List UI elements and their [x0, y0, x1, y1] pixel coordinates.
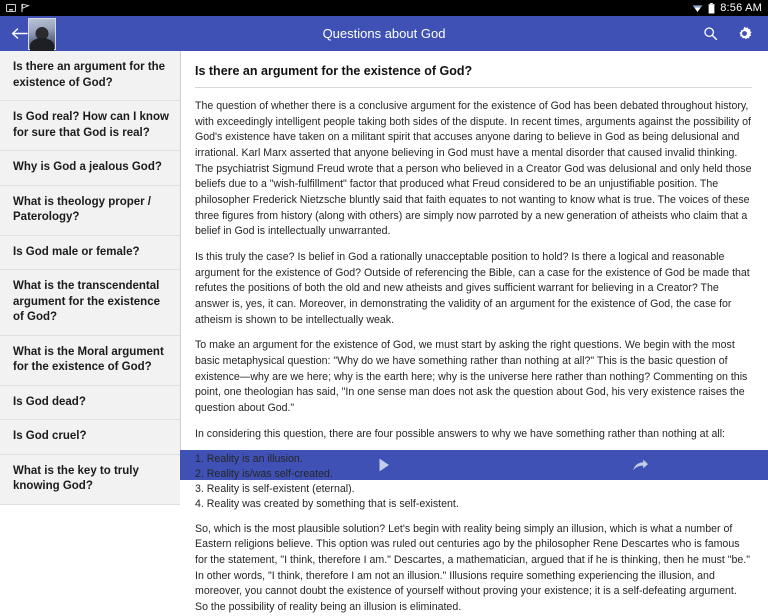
sidebar-item-1[interactable] [0, 101, 180, 151]
flag-icon [21, 3, 30, 13]
sidebar-item-label: Is God real? How can I know for sure that God is real? [13, 111, 169, 139]
sidebar-item-label: Is God male or female? [13, 245, 140, 258]
sidebar-item-label: Is God dead? [13, 395, 86, 408]
sidebar-item-label: What is the transcendental argument for the existence of God? [13, 280, 160, 324]
app-bar [0, 16, 768, 51]
sidebar-item-label: What is the Moral argument for the existence of God? [13, 345, 164, 374]
screenshot-icon [6, 3, 16, 13]
sidebar-item-label: Why is God a jealous God? [13, 161, 162, 174]
list-item: 4. Reality was created by something that is self-existent. [195, 497, 459, 510]
article-closing-paragraph: So, which is the most plausible solution? Let's begin with reality being simply an illusion, which is what a number of Eastern religions believe. This option was ruled out centuries ago by the philosopher Rene Descartes who is famous for the statement, "I think, therefore I am." Descartes, a mathematician, argued that if he is thinking, then he must "be." In other words, "I think, therefore I am not an illusion." Illusions require something experiencing the illusion, and moreover, you cannot doubt the existence of yourself without proving your existence; it is a self-defeating argument. So the possibility of reality being an illusion is eliminated. [195, 522, 751, 614]
page-title: Questions about God [322, 26, 446, 41]
article-paragraph-0: The question of whether there is a conclusive argument for the existence of God has been debated throughout history, with exceedingly intelligent people taking both sides of the dispute. In recent times, arguments against the possibility of God's existence have taken on a militant spirit that accuses anyone daring to believe in God as being delusional and irrational. Karl Marx asserted that anyone believing in God must have a mental disorder that caused invalid thinking. The psychiatrist Sigmund Freud wrote that a person who believed in a Creator God was delusional and only held those beliefs due to a "wish-fulfillment" factor that produced what Freud considered to be an unjustifiable position. The philosopher Frederick Nietzsche bluntly said that faith equates to not wanting to know what is true. The voices of these three figures from history (along with others) are simply now parroted by a new generation of atheists who claim that a belief in God is intellectually unwarranted. [195, 100, 752, 238]
sidebar-item-7[interactable] [0, 386, 180, 421]
wifi-icon [692, 3, 703, 13]
article-paragraph-1: Is this truly the case? Is belief in God a rationally unacceptable position to hold? Is there a logical and reasonable argument for the existence of God? Outside of referencing the Bible, can a case for the existence of God be made that refutes the positions of both the old and new atheists and gives sufficient warrant for believing in a Creator? The answer is, yes, it can. Moreover, in demonstrating the validity of an argument for the existence of God, the case for atheism is shown to be intellectually weak. [195, 251, 750, 326]
gear-icon[interactable] [734, 24, 754, 44]
status-bar-left-icons [6, 3, 30, 13]
status-bar [0, 0, 768, 16]
sidebar-item-label: Is there an argument for the existence of God? [13, 61, 166, 89]
sidebar-item-label: Is God cruel? [13, 430, 87, 443]
article-numbered-list [195, 452, 752, 511]
main-content [0, 51, 768, 614]
sidebar-item-6[interactable] [0, 336, 180, 386]
sidebar-item-4[interactable] [0, 236, 180, 271]
list-item: 1. Reality is an illusion. [195, 453, 303, 466]
article-body[interactable] [181, 51, 768, 614]
sidebar-item-9[interactable] [0, 455, 180, 505]
sidebar-item-label: What is theology proper / Paterology? [13, 195, 152, 224]
search-icon[interactable] [700, 24, 720, 44]
title-divider [195, 87, 752, 88]
sidebar-item-3[interactable] [0, 186, 180, 236]
back-arrow-icon[interactable] [8, 23, 30, 45]
sidebar-item-2[interactable] [0, 151, 180, 186]
list-item: 2. Reality is/was self-created. [195, 468, 333, 481]
sidebar-item-5[interactable] [0, 270, 180, 336]
article-title: Is there an argument for the existence of God? [195, 64, 473, 78]
status-bar-clock: 8:56 AM [720, 2, 762, 14]
sidebar-item-0[interactable] [0, 51, 180, 101]
battery-icon [708, 3, 715, 14]
article-list-sidebar[interactable] [0, 51, 181, 493]
article-paragraph-2: To make an argument for the existence of God, we must start by asking the right questions. We begin with the most basic metaphysical question: "Why do we have something rather than nothing at all?" This is the basic question of existence—why are we here; why is the earth here; why is the universe here rather than nothing? Commenting on this point, one theologian has said, "In one sense man does not ask the question about God, his very existence raises the question about God." [195, 339, 748, 415]
sidebar-item-label: What is the key to truly knowing God? [13, 464, 139, 493]
article-paragraph-3: In considering this question, there are four possible answers to why we have something rather than nothing at all: [195, 427, 725, 440]
app-bar-actions [700, 24, 760, 44]
avatar[interactable] [28, 18, 56, 50]
status-bar-right [692, 0, 762, 16]
list-item: 3. Reality is self-existent (eternal). [195, 483, 355, 496]
sidebar-item-8[interactable] [0, 420, 180, 455]
